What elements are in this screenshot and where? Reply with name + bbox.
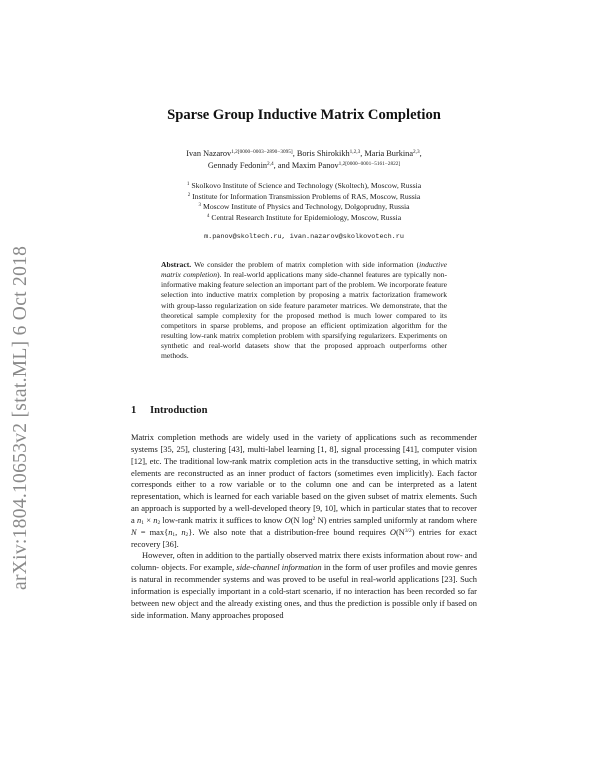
math-var: N: [131, 526, 137, 537]
paragraph-text: entries for exact recovery [36].: [131, 526, 477, 549]
section-number: 1: [131, 405, 137, 416]
author-separator: ,: [292, 149, 297, 158]
affiliation-number: 1: [186, 182, 190, 187]
contact-emails: m.panov@skoltech.ru, ivan.nazarov@skolkovotech.ru: [204, 233, 404, 241]
math-subscript: 1: [172, 531, 176, 538]
math-subscript: 2: [157, 519, 161, 526]
affiliation-line: [131, 202, 477, 213]
math-subscript: 2: [185, 531, 189, 538]
math-expression: (N log: [290, 514, 313, 525]
affiliation-text: Central Research Institute for Epidemiology, Moscow, Russia: [211, 212, 402, 222]
math-expression: = max{: [136, 526, 169, 537]
author-affiliation-marks: 1,2,3: [349, 149, 361, 155]
paragraph-text: entries sampled uniformly at random where: [326, 514, 477, 525]
paper-title: Sparse Group Inductive Matrix Completion: [167, 107, 441, 123]
author-name: Boris Shirokikh: [296, 149, 350, 158]
math-subscript: 1: [141, 519, 144, 526]
introduction-body: [131, 432, 477, 622]
emphasis-text: side-channel information: [236, 562, 322, 573]
abstract-emphasis: inductive matrix completion: [161, 260, 447, 280]
affiliation-line: [131, 213, 477, 224]
math-var: n: [153, 514, 158, 525]
abstract-text: ). In real-world applications many side-channel features are typically non-informative making feature selection an important part of the problem. We incorporate feature selection into inductive matrix completion by proposing a matrix factorization framework with group-lasso regularization on side feature parameter matrices. We demonstrate, that the theoretical sample complexity for the proposed method is much lower compared to its competitors in sparse problems, and propose an efficient optimization algorithm for the resulting low-rank matrix completion problem with sparsifying regularizers. Experiments on synthetic and real-world datasets show that the proposed approach outperforms other methods.: [161, 270, 447, 361]
math-expression: }: [188, 526, 193, 537]
section-heading: [131, 405, 208, 416]
affiliation-line: [131, 192, 477, 203]
paragraph: [131, 432, 477, 550]
math-expression: ): [411, 526, 415, 537]
author-affiliation-marks: 2,4: [267, 160, 274, 167]
author-separator: ,: [419, 149, 422, 158]
paragraph-text: However, often in addition to the partially observed matrix there exists information about row- and column- objects. For example,: [131, 550, 477, 573]
author-affiliation-marks: 1,2[0000−0001−5161−2822]: [338, 160, 401, 167]
abstract-text: We consider the problem of matrix completion with side information (: [194, 260, 420, 269]
author-separator: ,: [360, 149, 365, 158]
paragraph-text: in the form of user profiles and movie genres is natural in recommender systems and was proved to be useful in real-world applications [23]. Such information is especially important in a cold-start scenario, if no interaction has been recorded so far between new object and the already existing ones, and thus the prediction is possible only if based on side information. Many approaches proposed: [131, 562, 477, 620]
affiliation-text: Moscow Institute of Physics and Technology, Dolgoprudny, Russia: [202, 202, 410, 212]
affiliation-text: Skolkovo Institute of Science and Technology (Skoltech), Moscow, Russia: [191, 181, 422, 190]
math-superscript: 3/2: [404, 527, 412, 534]
math-superscript: 2: [312, 515, 316, 522]
paragraph-text: . We also note that a distribution-free bound requires: [192, 526, 390, 537]
author-name: Ivan Nazarov: [186, 149, 232, 158]
arxiv-identifier-stamp: arXiv:1804.10653v2 [stat.ML] 6 Oct 2018: [10, 245, 31, 590]
math-expression: N): [315, 514, 327, 525]
section-title: Introduction: [150, 405, 208, 416]
math-operator: ×: [143, 514, 154, 525]
author-affiliation-marks: 1,2[0000−0003−2890−3095]: [231, 149, 293, 155]
math-var: O: [389, 526, 396, 537]
author-name: Maria Burkina: [364, 149, 414, 158]
math-var: O: [284, 514, 291, 525]
author-affiliation-marks: 2,3: [413, 149, 420, 155]
author-name: Gennady Fedonin: [207, 160, 268, 170]
abstract: [161, 260, 447, 362]
affiliation-text: Institute for Information Transmission Problems of RAS, Moscow, Russia: [192, 191, 421, 201]
author-name: Maxim Panov: [291, 160, 339, 170]
affiliation-list: [131, 181, 477, 223]
math-var: n: [181, 526, 186, 537]
math-expression: (N: [395, 526, 405, 537]
math-var: n: [168, 526, 173, 537]
author-list: [131, 148, 477, 172]
affiliation-line: [131, 181, 477, 192]
affiliation-number: 3: [198, 203, 201, 209]
paragraph: [131, 550, 477, 621]
abstract-label: Abstract.: [161, 260, 192, 269]
paragraph-text: low-rank matrix it suffices to know: [160, 514, 285, 525]
math-expression: ,: [175, 526, 182, 537]
affiliation-number: 4: [206, 213, 210, 219]
affiliation-number: 2: [187, 192, 191, 198]
math-var: n: [137, 514, 142, 525]
author-separator: , and: [273, 160, 292, 170]
paragraph-text: Matrix completion methods are widely used in the variety of applications such as recommender systems [35, 25], clustering [43], multi-label learning [1, 8], signal processing [41], computer vision [12], etc. The traditional low-rank matrix completion acts in the transductive setting, in which matrix elements are reconstructed as an inner product of factors (sometimes even implicitly). Each factor corresponds either to a row variable or to the column one and can be interpreted as a latent representation, which is learned for each variable based on the given subset of matrix elements. Such an approach is supported by a well-developed theory [9, 10], which in particular states that to recover a: [131, 432, 477, 525]
